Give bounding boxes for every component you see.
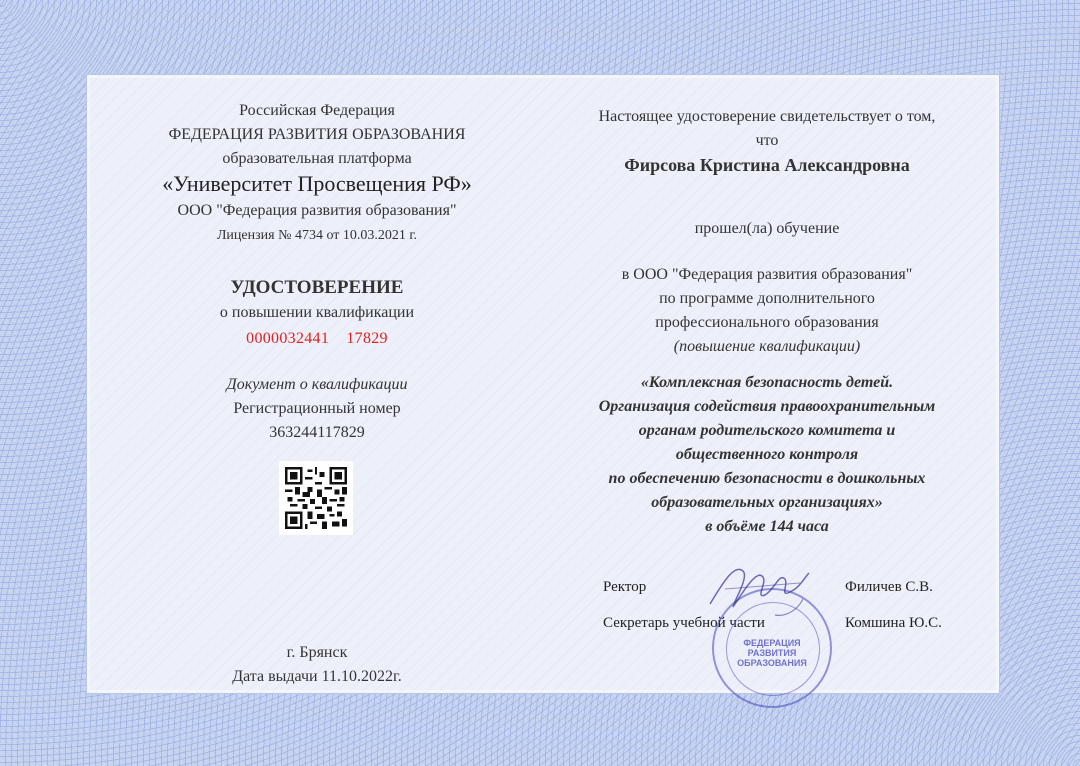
intro-line-1: Настоящее удостоверение свидетельствует о том, [598,108,936,125]
completed-training: прошел(ла) обучение [694,220,840,237]
document-type: Документ о квалификации [226,376,408,393]
document-subtitle: о повышении квалификации [219,304,415,321]
certificate-body [86,74,1000,694]
registration-label: Регистрационный номер [233,400,401,417]
course-line: общественного контроля [675,446,859,463]
document-title: УДОСТОВЕРЕНИЕ [230,277,404,298]
course-line: органам родительского комитета и [638,422,896,439]
stamp-text [714,638,830,668]
course-line: по обеспечению безопасности в дошкольных [608,470,926,487]
program-type: (повышение квалификации) [673,338,861,355]
course-title [542,371,992,539]
qr-code-icon [285,467,347,529]
city: г. Брянск [286,644,348,661]
course-line: образовательных организациях» [651,494,883,511]
federation-name: ФЕДЕРАЦИЯ РАЗВИТИЯ ОБРАЗОВАНИЯ [168,126,466,143]
document-number [87,327,547,351]
rector-signature-icon [705,559,815,619]
course-line: «Комплексная безопасность детей. [640,374,894,391]
stamp-text-line: РАЗВИТИЯ [747,648,797,658]
document-number-series: 0000032441 [246,330,330,347]
rector-name: Филичев С.В. [845,579,933,595]
document-number-serial: 17829 [346,330,388,347]
qr-code[interactable] [279,461,353,535]
rector-label: Ректор [603,579,647,595]
secretary-name: Комшина Ю.С. [845,615,942,631]
organization: ООО "Федерация развития образования" [177,202,457,219]
platform-name: «Университет Просвещения РФ» [162,171,472,196]
platform-label: образовательная платформа [222,150,412,167]
stamp-text-line: ФЕДЕРАЦИЯ [743,638,801,648]
course-line: Организация содействия правоохранительным [598,398,936,415]
intro-line-2: что [755,132,779,149]
stamp-text-line: ОБРАЗОВАНИЯ [737,658,807,668]
program-line-1: по программе дополнительного [659,290,875,307]
program-line-2: профессионального образования [655,314,879,331]
country: Российская Федерация [239,102,395,119]
org-line: в ООО "Федерация развития образования" [621,266,913,283]
license: Лицензия № 4734 от 10.03.2021 г. [216,228,418,243]
registration-number: 363244117829 [269,424,365,441]
recipient-name: Фирсова Кристина Александровна [624,155,910,175]
course-hours: в объёме 144 часа [705,518,829,535]
secretary-label: Секретарь учебной части [603,615,765,631]
issue-date: Дата выдачи 11.10.2022г. [232,668,402,685]
